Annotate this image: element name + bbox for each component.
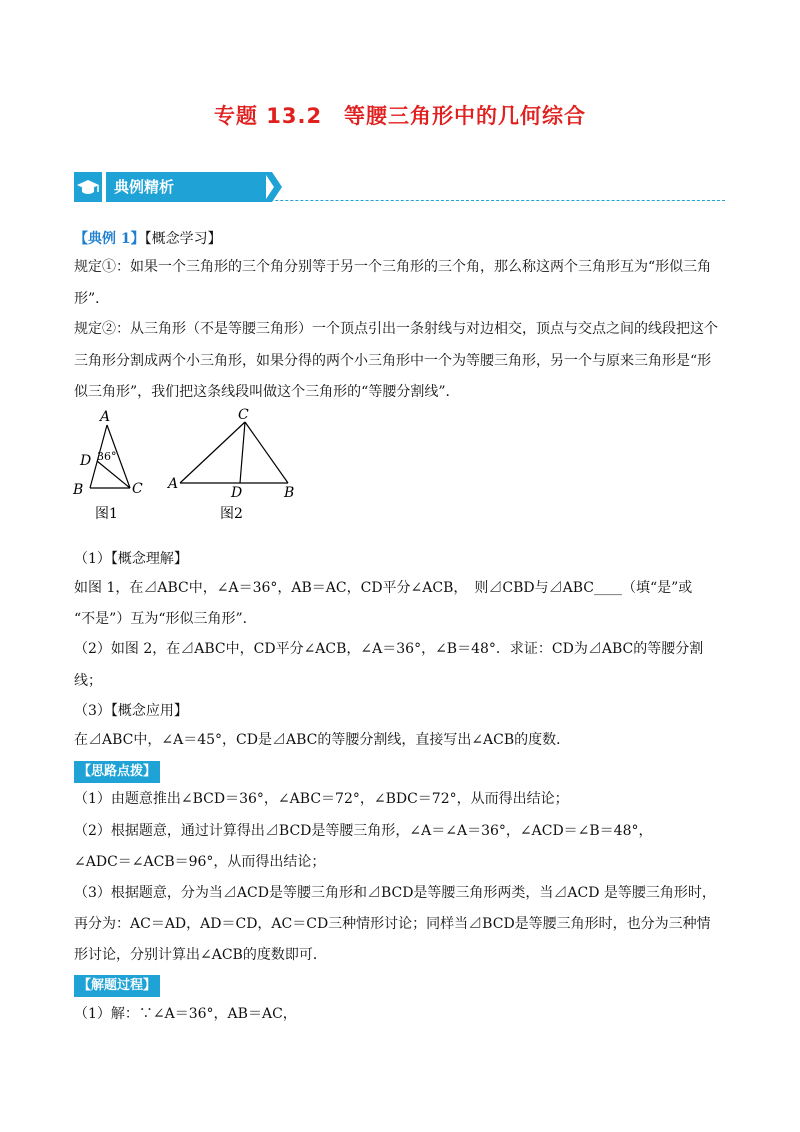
hint-line-2: （2）根据题意，通过计算得出⊿BCD是等腰三角形，∠A＝∠A＝36°，∠ACD＝∠B＝48°， — [74, 823, 653, 839]
hint-line-4: （3）根据题意，分为当⊿ACD是等腰三角形和⊿BCD是等腰三角形两类，当⊿ACD 是等腰三角形时， — [74, 885, 716, 901]
fig1-label-d: D — [80, 453, 92, 469]
hint-line-3: ∠ADC＝∠ACB＝96°，从而得出结论； — [74, 854, 326, 870]
example-tag: 【典例 1】 — [74, 231, 145, 247]
figure-2 — [166, 407, 294, 520]
example-topic: 【概念学习】 — [144, 231, 222, 247]
fig1-label-a: A — [100, 409, 111, 425]
q1-line-b: “不是”）互为“形似三角形”． — [74, 611, 257, 627]
rule2-line-a: 规定②：从三角形（不是等腰三角形）一个顶点引出一条射线与对边相交，顶点与交点之间的线段把这个 — [74, 321, 718, 337]
figure-1 — [72, 409, 143, 520]
rule1-line-b: 形”． — [74, 291, 110, 307]
section-divider — [210, 200, 725, 201]
fig1-angle-label: 36° — [97, 450, 117, 463]
chevron-right-icon — [264, 172, 286, 202]
q3-head: （3）【概念应用】 — [74, 703, 188, 719]
q1-line-a: 如图 1，在⊿ABC中，∠A＝36°，AB＝AC，CD平分∠ACB， 则⊿CBD与⊿ABC____（填“是”或 — [74, 580, 693, 596]
fig2-label-d: D — [231, 485, 243, 501]
fig2-caption: 图2 — [220, 506, 243, 520]
solution-header — [74, 974, 734, 997]
rule1-line-a: 规定①：如果一个三角形的三个角分别等于另一个三角形的三个角，那么称这两个三角形互为“形似三角 — [74, 259, 712, 275]
hint-header — [74, 760, 734, 783]
hint-line-6: 形讨论，分别计算出∠ACB的度数即可． — [74, 947, 327, 963]
q2-line-a: （2）如图 2，在⊿ABC中，CD平分∠ACB，∠A＝36°，∠B＝48°．求证：CD为⊿ABC的等腰分割 — [74, 641, 704, 657]
example-header — [74, 228, 734, 250]
fig2-label-c: C — [238, 407, 249, 423]
q1-head: （1）【概念理解】 — [74, 551, 188, 567]
hint-line-1: （1）由题意推出∠BCD＝36°，∠ABC＝72°，∠BDC＝72°，从而得出结论； — [74, 791, 569, 807]
page-title: 专题 13.2 等腰三角形中的几何综合 — [213, 104, 587, 128]
q2-line-b: 线； — [74, 673, 102, 689]
rule2-line-c: 似三角形”，我们把这条线段叫做这个三角形的“等腰分割线”． — [74, 384, 460, 400]
fig1-caption: 图1 — [95, 506, 118, 520]
graduation-cap-icon — [74, 172, 102, 202]
fig1-label-b: B — [73, 482, 84, 498]
q3-line-a: 在⊿ABC中，∠A＝45°，CD是⊿ABC的等腰分割线，直接写出∠ACB的度数． — [74, 732, 571, 748]
rule2-line-b: 三角形分割成两个小三角形，如果分得的两个小三角形中一个为等腰三角形，另一个与原来三角形是“形 — [74, 353, 712, 369]
fig1-label-c: C — [132, 481, 143, 497]
hint-tag: 【思路点拨】 — [74, 761, 160, 783]
solution-tag: 【解题过程】 — [74, 975, 160, 997]
fig2-label-b: B — [284, 485, 295, 501]
section-label: 典例精析 — [106, 172, 266, 202]
triangle-figures — [70, 405, 310, 520]
hint-line-5: 再分为：AC＝AD，AD＝CD，AC＝CD三种情形讨论；同样当⊿BCD是等腰三角形时，也分为三种情 — [74, 916, 711, 932]
solution-line-1: （1）解：∵∠A＝36°，AB＝AC， — [74, 1006, 297, 1022]
fig2-label-a: A — [168, 476, 179, 492]
